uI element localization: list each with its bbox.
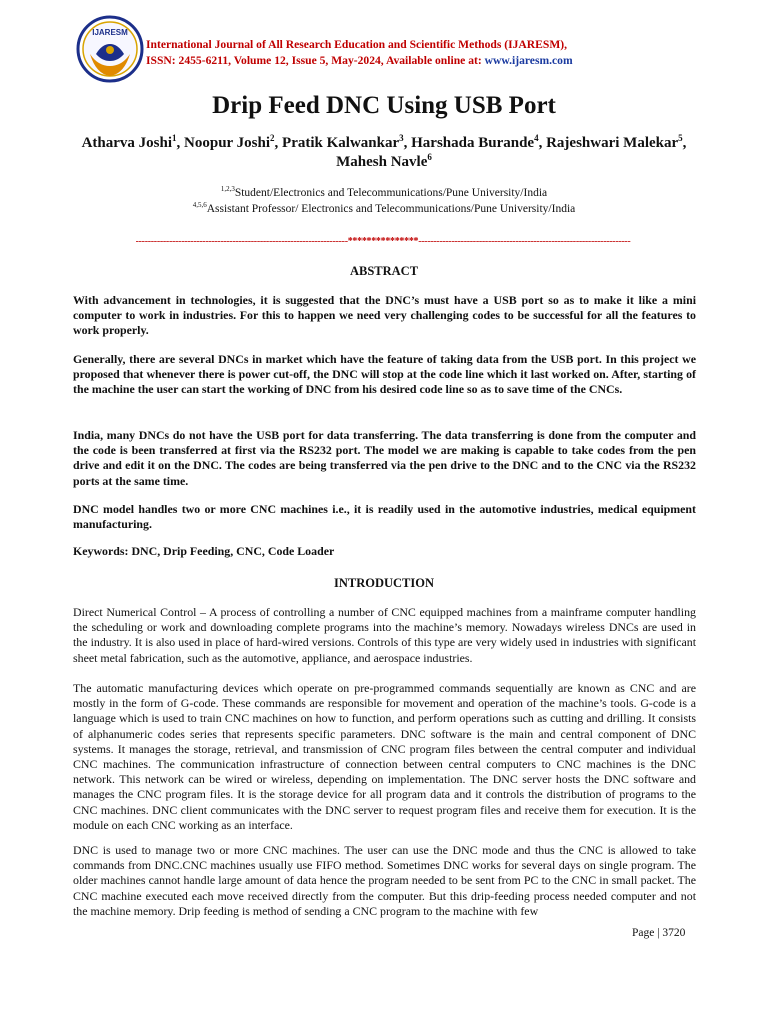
- affiliation: $^{1,2,3}$Student/Electronics and Telecommunications/Pune University/India: [220, 185, 548, 199]
- abstract-heading: ABSTRACT: [349, 264, 419, 278]
- journal-name: International Journal of All Research Education and Scientific Methods (IJARESM),: [146, 38, 568, 51]
- author: Rajeshwari Malekar$^5$,: [546, 133, 687, 151]
- body-paragraph: DNC is used to manage two or more CNC machines. The user can use the DNC mode and thus the CNC is allowed to take commands from DNC.CNC machines usually use FIFO method. Sometimes DNC works for several days on single program. The older machines cannot handle large amount of data hence the program needed to be sent from PC to the CNC in small packet. The CNC machine executed each move received directly from the computer. But this drip-feeding process needed computer and not the machine memory. Drip feeding is method of sending a CNC program to the machine with few: [73, 843, 696, 918]
- author: Pratik Kalwankar$^3$,: [282, 133, 412, 151]
- abstract-paragraph: Generally, there are several DNCs in market which have the feature of taking data from the USB port. In this project we proposed that whenever there is power cut-off, the DNC will stop at the code line which it last worked on. After, starting of the machine the user can start the working of DNC from his desired code line so as to save time of the CNCs.: [73, 352, 696, 397]
- author: Mahesh Navle$^6$: [336, 152, 432, 170]
- abstract-paragraph: With advancement in technologies, it is suggested that the DNC’s must have a USB port so as to make it like a mini computer to work in industries. For this to happen we need very challenging codes to be successful for all the features to work properly.: [73, 293, 696, 338]
- affiliation: $^{4,5,6}$Assistant Professor/ Electronics and Telecommunications/Pune University/India: [192, 201, 576, 215]
- logo-text: IJARESM: [92, 28, 128, 37]
- author: Noopur Joshi$^2$,: [184, 133, 283, 151]
- abstract-paragraph: India, many DNCs do not have the USB port for data transferring. The data transferring is done from the computer and the code is been transferred at first via the RS232 port. The model we are making is capable to take codes from the pen drive and edit it on the DNC. The codes are being transferred via the pen drive to the DNC and to the CNC via the RS232 ports at the same time.: [73, 428, 696, 488]
- section-separator: ----------------------------------------------------------------------***************----------------------------------------------------------------------: [135, 236, 631, 247]
- abstract-paragraph: DNC model handles two or more CNC machines i.e., it is readily used in the automotive industries, medical equipment manufacturing.: [73, 502, 696, 532]
- issn-text: ISSN: 2455-6211, Volume 12, Issue 5, May-2024, Available online at:: [146, 54, 485, 67]
- paper-title: Drip Feed DNC Using USB Port: [212, 92, 556, 119]
- author-list: [60, 134, 708, 172]
- page-number: Page | 3720: [632, 927, 686, 939]
- introduction-heading: INTRODUCTION: [333, 576, 434, 590]
- journal-website-link[interactable]: www.ijaresm.com: [484, 54, 573, 67]
- journal-issn-line: [146, 54, 573, 67]
- author: Atharva Joshi$^1$,: [81, 133, 185, 151]
- body-paragraph: Direct Numerical Control – A process of controlling a number of CNC equipped machines from a mainframe computer handling the scheduling or work and downloading complete programs into the machine’s memory. Nowadays wireless DNCs are used in the industry. It is also used in place of hard-wired versions. Controls of this type are very widely used in industries with significant sheet metal fabrication, such as the automotive, appliance, and aerospace industries.: [73, 605, 696, 665]
- journal-logo: [76, 14, 144, 84]
- body-paragraph: The automatic manufacturing devices which operate on pre-programmed commands sequentially are known as CNC and are mostly in the form of G-code. These commands are responsible for movement and operation of the machine’s tools. G-code is a language which is used to train CNC machines on how to function, and perform operations such as cutting and drilling. It consists of alphanumeric codes series that represents specific parameters. DNC software is the main and central component of DNC systems. It manages the storage, retrieval, and transmission of CNC program files between the central computer and individual CNC machines. The communication infrastructure of connection between central computers to CNC machines is the DNC network. This network can be wired or wireless, depending on implementation. The DNC server hosts the DNC software and manages the CNC program files. It is the storage device for all program data and it controls the distribution of programs to the CNC machines. DNC client communicates with the DNC server to request program files and receive them for execution. It is the module on each CNC working as an interface.: [73, 681, 696, 832]
- keywords: Keywords: DNC, Drip Feeding, CNC, Code Loader: [73, 544, 335, 558]
- author: Harshada Burande$^4$,: [411, 133, 547, 151]
